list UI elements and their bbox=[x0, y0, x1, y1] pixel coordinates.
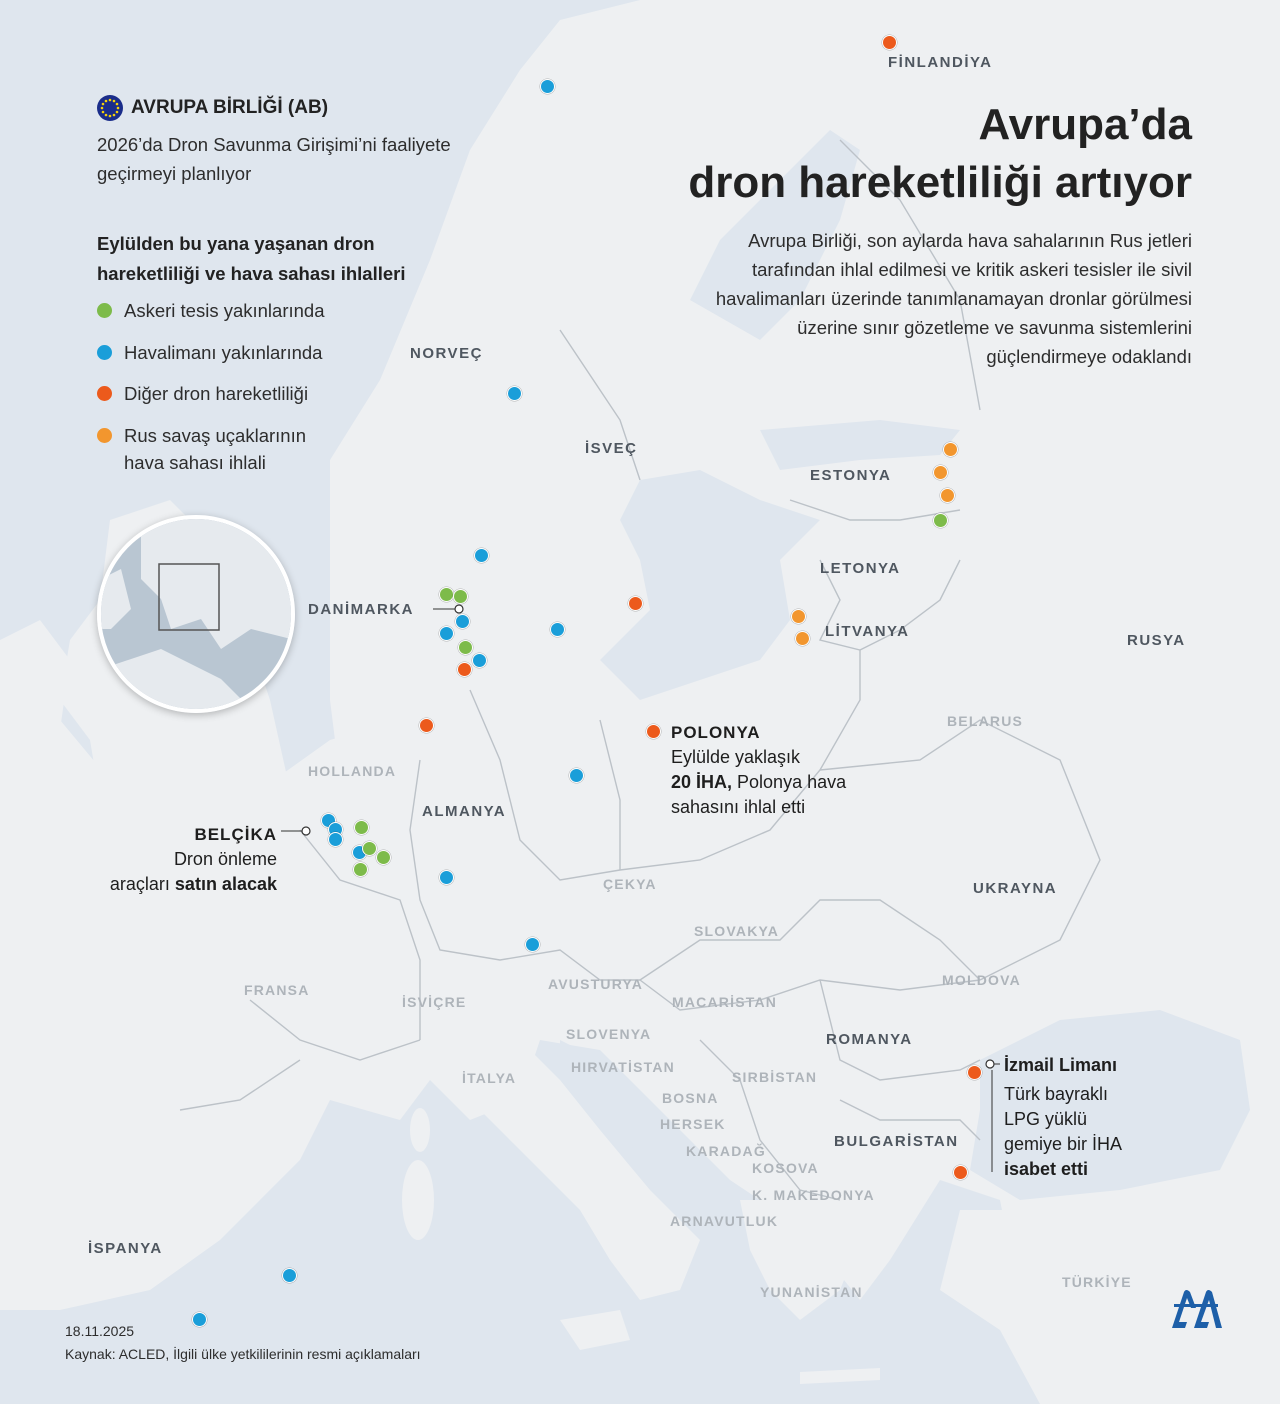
annotation-title: BELÇİKA bbox=[194, 825, 277, 844]
legend-label: Diğer dron hareketliliği bbox=[124, 383, 309, 404]
aa-logo-icon bbox=[1170, 1288, 1222, 1330]
legend-label: Havalimanı yakınlarında bbox=[124, 342, 323, 363]
annotation-line: LPG yüklü bbox=[1004, 1109, 1088, 1129]
annotation-title: İzmail Limanı bbox=[1004, 1055, 1118, 1075]
title-line-2: dron hareketliliği artıyor bbox=[688, 158, 1192, 207]
country-label: SLOVENYA bbox=[566, 1026, 652, 1042]
country-label: BELARUS bbox=[947, 713, 1024, 729]
country-label: İSVİÇRE bbox=[402, 994, 467, 1010]
country-label: SLOVAKYA bbox=[694, 923, 780, 939]
country-label: İSPANYA bbox=[88, 1240, 163, 1257]
legend-label: hava sahası ihlali bbox=[124, 452, 266, 473]
country-label: BOSNA bbox=[662, 1090, 719, 1106]
country-label: İTALYA bbox=[462, 1070, 517, 1086]
country-label: FİNLANDİYA bbox=[888, 54, 993, 71]
country-label: ESTONYA bbox=[810, 467, 892, 484]
country-label: FRANSA bbox=[244, 982, 310, 998]
country-label: NORVEÇ bbox=[410, 345, 483, 362]
country-label: HERSEK bbox=[660, 1116, 726, 1132]
country-label: ARNAVUTLUK bbox=[670, 1213, 779, 1229]
country-label: ROMANYA bbox=[826, 1031, 913, 1048]
legend-label: Rus savaş uçaklarının bbox=[124, 425, 307, 446]
country-label: KARADAĞ bbox=[686, 1143, 766, 1159]
country-label: DANİMARKA bbox=[308, 601, 414, 618]
annotation-title: POLONYA bbox=[671, 723, 761, 742]
country-label: RUSYA bbox=[1127, 632, 1186, 649]
country-label: TÜRKİYE bbox=[1062, 1274, 1132, 1290]
country-label: HIRVATİSTAN bbox=[571, 1059, 675, 1075]
annotation-poland bbox=[671, 720, 846, 820]
country-label: ALMANYA bbox=[422, 803, 507, 820]
footer-date: 18.11.2025 bbox=[65, 1323, 135, 1339]
annotation-belgium bbox=[60, 822, 277, 897]
annotation-line: gemiye bir İHA bbox=[1004, 1134, 1123, 1154]
annotation-line: Dron önleme bbox=[173, 849, 277, 869]
annotation-line: isabet etti bbox=[1004, 1159, 1089, 1179]
country-label: YUNANİSTAN bbox=[760, 1284, 863, 1300]
country-label: MOLDOVA bbox=[942, 972, 1021, 988]
annotation-line: Türk bayraklı bbox=[1004, 1084, 1109, 1104]
country-label: MACARİSTAN bbox=[672, 994, 778, 1010]
eu-heading-text: AVRUPA BİRLİĞİ (AB) bbox=[131, 97, 329, 118]
description-text: Avrupa Birliği, son aylarda hava sahalarının Rus jetleri tarafından ihlal edilmesi ve kritik askeri tesisler ile sivil havalimanları üzerinde tanımlanamayan dronlar görülmesi üzerine sınır gözetleme ve savunma sistemlerini güçlendirmeye odaklandı bbox=[715, 230, 1192, 367]
country-label: İSVEÇ bbox=[585, 440, 638, 457]
annotation-line: 20 İHA, Polonya hava bbox=[671, 772, 847, 792]
annotation-line: araçları satın alacak bbox=[109, 874, 277, 894]
country-label: ÇEKYA bbox=[603, 876, 657, 892]
annotation-izmail bbox=[1004, 1053, 1122, 1182]
annotation-line: Eylülde yaklaşık bbox=[671, 747, 801, 767]
country-label: AVUSTURYA bbox=[548, 976, 644, 992]
country-label: BULGARİSTAN bbox=[834, 1133, 959, 1150]
country-label: LETONYA bbox=[820, 560, 901, 577]
legend-label: Askeri tesis yakınlarında bbox=[124, 300, 325, 321]
title-line-1: Avrupa’da bbox=[978, 100, 1192, 149]
country-label: KOSOVA bbox=[752, 1160, 819, 1176]
country-label: K. MAKEDONYA bbox=[752, 1187, 875, 1203]
legend-title: Eylülden bu yana yaşanan dron hareketliliği ve hava sahası ihlalleri bbox=[97, 233, 406, 284]
country-label: LİTVANYA bbox=[825, 623, 910, 640]
footer-source: Kaynak: ACLED, İlgili ülke yetkililerinin resmi açıklamaları bbox=[65, 1346, 421, 1362]
country-label: UKRAYNA bbox=[973, 880, 1058, 897]
annotation-line: sahasını ihlal etti bbox=[671, 797, 806, 817]
country-label: SIRBİSTAN bbox=[732, 1069, 818, 1085]
eu-subtext: 2026’da Dron Savunma Girişimi’ni faaliyete geçirmeyi planlıyor bbox=[97, 134, 451, 184]
country-label: HOLLANDA bbox=[308, 763, 397, 779]
